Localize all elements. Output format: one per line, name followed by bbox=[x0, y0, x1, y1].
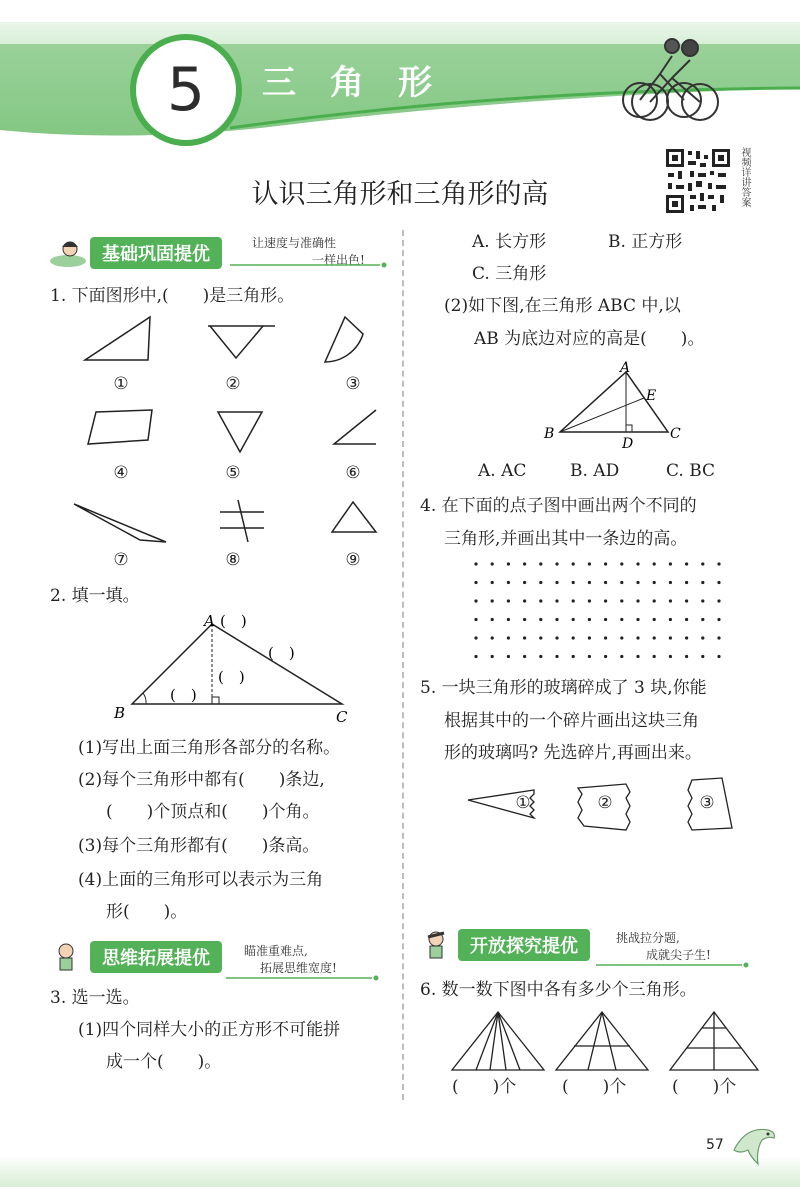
q6-figure-3 bbox=[670, 1012, 758, 1070]
q1-label-1: ① bbox=[113, 374, 129, 394]
slogan-underline bbox=[226, 975, 386, 981]
page-number: 57 bbox=[706, 1137, 724, 1153]
q1-label-5: ⑤ bbox=[225, 463, 241, 483]
grid-dot[interactable] bbox=[507, 599, 510, 602]
q3-sub2-option-c[interactable]: C. BC bbox=[666, 461, 716, 481]
grid-dot[interactable] bbox=[572, 599, 575, 602]
q2-item-2b: ( )个顶点和( )个角。 bbox=[106, 802, 320, 822]
grid-dot[interactable] bbox=[604, 599, 607, 602]
chapter-title: 三角形 bbox=[262, 63, 466, 103]
grid-dot[interactable] bbox=[669, 636, 672, 639]
q1-label-8: ⑧ bbox=[225, 550, 241, 570]
shape-6 bbox=[334, 410, 376, 444]
grid-dot[interactable] bbox=[539, 562, 542, 565]
grid-dot[interactable] bbox=[523, 581, 526, 584]
grid-dot[interactable] bbox=[507, 636, 510, 639]
mascot-thinker-icon bbox=[48, 941, 88, 973]
grid-dot[interactable] bbox=[523, 618, 526, 621]
q1-label-9: ⑨ bbox=[345, 550, 361, 570]
grid-dot[interactable] bbox=[669, 655, 672, 658]
q2-item-3: (3)每个三角形都有( )条高。 bbox=[78, 836, 320, 856]
q6-answer-1[interactable]: ( )个 bbox=[452, 1077, 517, 1097]
shape-8 bbox=[220, 500, 264, 542]
grid-dot[interactable] bbox=[701, 581, 704, 584]
grid-dot[interactable] bbox=[539, 655, 542, 658]
grid-dot[interactable] bbox=[701, 655, 704, 658]
q3-sub2-option-b[interactable]: B. AD bbox=[570, 461, 620, 481]
grid-dot[interactable] bbox=[685, 599, 688, 602]
footer-band bbox=[0, 1155, 800, 1187]
q2-item-1: (1)写出上面三角形各部分的名称。 bbox=[78, 738, 341, 758]
q6-answer-3[interactable]: ( )个 bbox=[672, 1077, 737, 1097]
q1-text: 1. 下面图形中,( )是三角形。 bbox=[50, 286, 295, 306]
grid-dot[interactable] bbox=[491, 655, 494, 658]
grid-dot[interactable] bbox=[523, 599, 526, 602]
banner-open-slogan bbox=[616, 930, 711, 964]
shape-1 bbox=[85, 317, 150, 360]
q2-item-4b: 形( )。 bbox=[106, 902, 188, 922]
grid-dot[interactable] bbox=[653, 636, 656, 639]
grid-dot[interactable] bbox=[555, 599, 558, 602]
q1-shapes bbox=[60, 312, 400, 582]
grid-dot[interactable] bbox=[507, 655, 510, 658]
slogan-line-1: 瞄准重难点, bbox=[244, 944, 308, 958]
q1-label-7: ⑦ bbox=[113, 550, 129, 570]
grid-dot[interactable] bbox=[572, 618, 575, 621]
grid-dot[interactable] bbox=[572, 562, 575, 565]
grid-dot[interactable] bbox=[474, 655, 477, 658]
q3-sub2-line2: AB 为底边对应的高是( )。 bbox=[474, 329, 705, 349]
grid-dot[interactable] bbox=[588, 655, 591, 658]
grid-dot[interactable] bbox=[588, 618, 591, 621]
dolphin-icon bbox=[728, 1120, 780, 1172]
q4-text-line1: 4. 在下面的点子图中画出两个不同的 bbox=[420, 496, 697, 516]
grid-dot[interactable] bbox=[636, 636, 639, 639]
qr-label: 视频详讲答案 bbox=[739, 147, 750, 207]
grid-dot[interactable] bbox=[653, 655, 656, 658]
q3-sub1-line1: (1)四个同样大小的正方形不可能拼 bbox=[78, 1020, 341, 1040]
grid-dot[interactable] bbox=[572, 581, 575, 584]
q2-text: 2. 填一填。 bbox=[50, 586, 140, 606]
q1-label-6: ⑥ bbox=[345, 463, 361, 483]
q3-text: 3. 选一选。 bbox=[50, 988, 140, 1008]
q4-text-line2: 三角形,并画出其中一条边的高。 bbox=[444, 529, 688, 549]
q1-label-2: ② bbox=[225, 374, 241, 394]
grid-dot[interactable] bbox=[474, 581, 477, 584]
q6-text: 6. 数一数下图中各有多少个三角形。 bbox=[420, 980, 697, 1000]
grid-dot[interactable] bbox=[604, 636, 607, 639]
q5-text-line3: 形的玻璃吗? 先选碎片,再画出来。 bbox=[444, 743, 702, 763]
grid-dot[interactable] bbox=[701, 618, 704, 621]
grid-dot[interactable] bbox=[636, 562, 639, 565]
q3-vertex-c: C bbox=[670, 426, 681, 442]
grid-dot[interactable] bbox=[588, 562, 591, 565]
grid-dot[interactable] bbox=[588, 636, 591, 639]
banner-open-label: 开放探究提优 bbox=[458, 929, 590, 961]
column-divider bbox=[402, 230, 404, 1100]
q2-item-4: (4)上面的三角形可以表示为三角 bbox=[78, 870, 324, 890]
q5-text-line2: 根据其中的一个碎片画出这块三角 bbox=[444, 711, 699, 731]
banner-thinking-slogan bbox=[244, 943, 337, 977]
grid-dot[interactable] bbox=[653, 562, 656, 565]
q3-vertex-d: D bbox=[622, 436, 634, 452]
grid-dot[interactable] bbox=[717, 581, 720, 584]
grid-dot[interactable] bbox=[555, 636, 558, 639]
grid-dot[interactable] bbox=[523, 655, 526, 658]
q2-vertex-c: C bbox=[336, 708, 348, 726]
q3-vertex-b: B bbox=[544, 426, 555, 442]
grid-dot[interactable] bbox=[636, 599, 639, 602]
mascot-scientist-icon bbox=[416, 929, 456, 961]
q3-vertex-e: E bbox=[646, 388, 657, 404]
grid-dot[interactable] bbox=[572, 655, 575, 658]
q6-answer-2[interactable]: ( )个 bbox=[562, 1077, 627, 1097]
grid-dot[interactable] bbox=[555, 618, 558, 621]
grid-dot[interactable] bbox=[685, 562, 688, 565]
shape-2 bbox=[208, 326, 275, 358]
q3-sub2-line1: (2)如下图,在三角形 ABC 中,以 bbox=[444, 296, 681, 316]
grid-dot[interactable] bbox=[620, 618, 623, 621]
grid-dot[interactable] bbox=[604, 581, 607, 584]
grid-dot[interactable] bbox=[620, 562, 623, 565]
grid-dot[interactable] bbox=[474, 599, 477, 602]
grid-dot[interactable] bbox=[669, 562, 672, 565]
banner-open bbox=[416, 930, 590, 960]
q3-vertex-a: A bbox=[620, 360, 631, 376]
grid-dot[interactable] bbox=[555, 655, 558, 658]
grid-dot[interactable] bbox=[701, 599, 704, 602]
q2-triangle-figure bbox=[110, 606, 360, 728]
q2-vertex-a: A bbox=[204, 612, 215, 630]
grid-dot[interactable] bbox=[474, 562, 477, 565]
grid-dot[interactable] bbox=[685, 655, 688, 658]
grid-dot[interactable] bbox=[653, 618, 656, 621]
grid-dot[interactable] bbox=[669, 618, 672, 621]
grid-dot[interactable] bbox=[491, 636, 494, 639]
banner-thinking-label: 思维拓展提优 bbox=[90, 941, 222, 973]
grid-dot[interactable] bbox=[523, 636, 526, 639]
grid-dot[interactable] bbox=[636, 618, 639, 621]
grid-dot[interactable] bbox=[717, 618, 720, 621]
slogan-line-1: 让速度与准确性 bbox=[252, 236, 337, 250]
grid-dot[interactable] bbox=[653, 581, 656, 584]
chapter-number: 5 bbox=[130, 34, 242, 146]
q3-sub1-line2: 成一个( )。 bbox=[106, 1052, 222, 1072]
q2-blank-angle: ( ) bbox=[170, 686, 197, 704]
shape-3 bbox=[325, 317, 363, 362]
grid-dot[interactable] bbox=[620, 599, 623, 602]
mascot-kid-icon bbox=[48, 237, 88, 269]
grid-dot[interactable] bbox=[539, 581, 542, 584]
grid-dot[interactable] bbox=[604, 618, 607, 621]
grid-dot[interactable] bbox=[523, 562, 526, 565]
shape-9 bbox=[332, 502, 376, 532]
grid-dot[interactable] bbox=[604, 562, 607, 565]
grid-dot[interactable] bbox=[685, 618, 688, 621]
q1-label-4: ④ bbox=[113, 463, 129, 483]
grid-dot[interactable] bbox=[572, 636, 575, 639]
grid-dot[interactable] bbox=[491, 581, 494, 584]
grid-dot[interactable] bbox=[636, 655, 639, 658]
q6-figure-1 bbox=[452, 1012, 544, 1070]
q2-blank-side: ( ) bbox=[268, 644, 295, 662]
grid-dot[interactable] bbox=[620, 581, 623, 584]
q5-label-2: ② bbox=[597, 793, 613, 813]
grid-dot[interactable] bbox=[717, 562, 720, 565]
grid-dot[interactable] bbox=[701, 636, 704, 639]
grid-dot[interactable] bbox=[539, 599, 542, 602]
grid-dot[interactable] bbox=[539, 618, 542, 621]
q6-figure-2 bbox=[556, 1012, 648, 1070]
q2-vertex-b: B bbox=[114, 704, 126, 722]
shape-5 bbox=[218, 412, 262, 452]
slogan-underline bbox=[230, 262, 390, 268]
grid-dot[interactable] bbox=[474, 618, 477, 621]
q6-triangle-figures bbox=[440, 1008, 780, 1072]
grid-dot[interactable] bbox=[717, 655, 720, 658]
banner-basic bbox=[48, 238, 222, 268]
section-title: 认识三角形和三角形的高 bbox=[251, 179, 549, 210]
grid-dot[interactable] bbox=[669, 599, 672, 602]
q5-label-1: ① bbox=[515, 793, 531, 813]
grid-dot[interactable] bbox=[685, 636, 688, 639]
grid-dot[interactable] bbox=[620, 636, 623, 639]
slogan-underline bbox=[596, 962, 756, 968]
grid-dot[interactable] bbox=[539, 636, 542, 639]
grid-dot[interactable] bbox=[588, 581, 591, 584]
grid-dot[interactable] bbox=[685, 581, 688, 584]
grid-dot[interactable] bbox=[620, 655, 623, 658]
q2-blank-a: ( ) bbox=[220, 612, 247, 630]
grid-dot[interactable] bbox=[717, 599, 720, 602]
shape-7 bbox=[74, 504, 166, 542]
slogan-line-2: 一样出色! bbox=[312, 253, 365, 267]
grid-dot[interactable] bbox=[555, 581, 558, 584]
grid-dot[interactable] bbox=[507, 618, 510, 621]
q2-blank-height: ( ) bbox=[218, 668, 245, 686]
grid-dot[interactable] bbox=[491, 562, 494, 565]
grid-dot[interactable] bbox=[636, 581, 639, 584]
q3-triangle-abc bbox=[538, 360, 698, 452]
q3-option-b[interactable]: B. 正方形 bbox=[608, 232, 683, 252]
chapter-header bbox=[0, 0, 800, 140]
q3-option-c[interactable]: C. 三角形 bbox=[472, 264, 547, 284]
banner-basic-label: 基础巩固提优 bbox=[90, 237, 222, 269]
grid-dot[interactable] bbox=[604, 655, 607, 658]
grid-dot[interactable] bbox=[507, 562, 510, 565]
q1-label-3: ③ bbox=[345, 374, 361, 394]
grid-dot[interactable] bbox=[491, 618, 494, 621]
grid-dot[interactable] bbox=[717, 636, 720, 639]
slogan-line-2: 拓展思维宽度! bbox=[260, 961, 337, 975]
q4-dot-grid[interactable] bbox=[470, 556, 730, 668]
grid-dot[interactable] bbox=[474, 636, 477, 639]
shape-4 bbox=[88, 410, 152, 444]
grid-dot[interactable] bbox=[701, 562, 704, 565]
slogan-line-2: 成就尖子生! bbox=[646, 948, 711, 962]
banner-thinking bbox=[48, 942, 222, 972]
q5-text-line1: 5. 一块三角形的玻璃碎成了 3 块,你能 bbox=[420, 678, 707, 698]
q5-label-3: ③ bbox=[699, 793, 715, 813]
grid-dot[interactable] bbox=[555, 562, 558, 565]
grid-dot[interactable] bbox=[588, 599, 591, 602]
q3-sub2-option-a[interactable]: A. AC bbox=[478, 461, 527, 481]
grid-dot[interactable] bbox=[491, 599, 494, 602]
grid-dot[interactable] bbox=[653, 599, 656, 602]
grid-dot[interactable] bbox=[507, 581, 510, 584]
q2-item-2: (2)每个三角形中都有( )条边, bbox=[78, 770, 325, 790]
grid-dot[interactable] bbox=[669, 581, 672, 584]
slogan-line-1: 挑战拉分题, bbox=[616, 931, 680, 945]
q3-option-a[interactable]: A. 长方形 bbox=[472, 232, 547, 252]
